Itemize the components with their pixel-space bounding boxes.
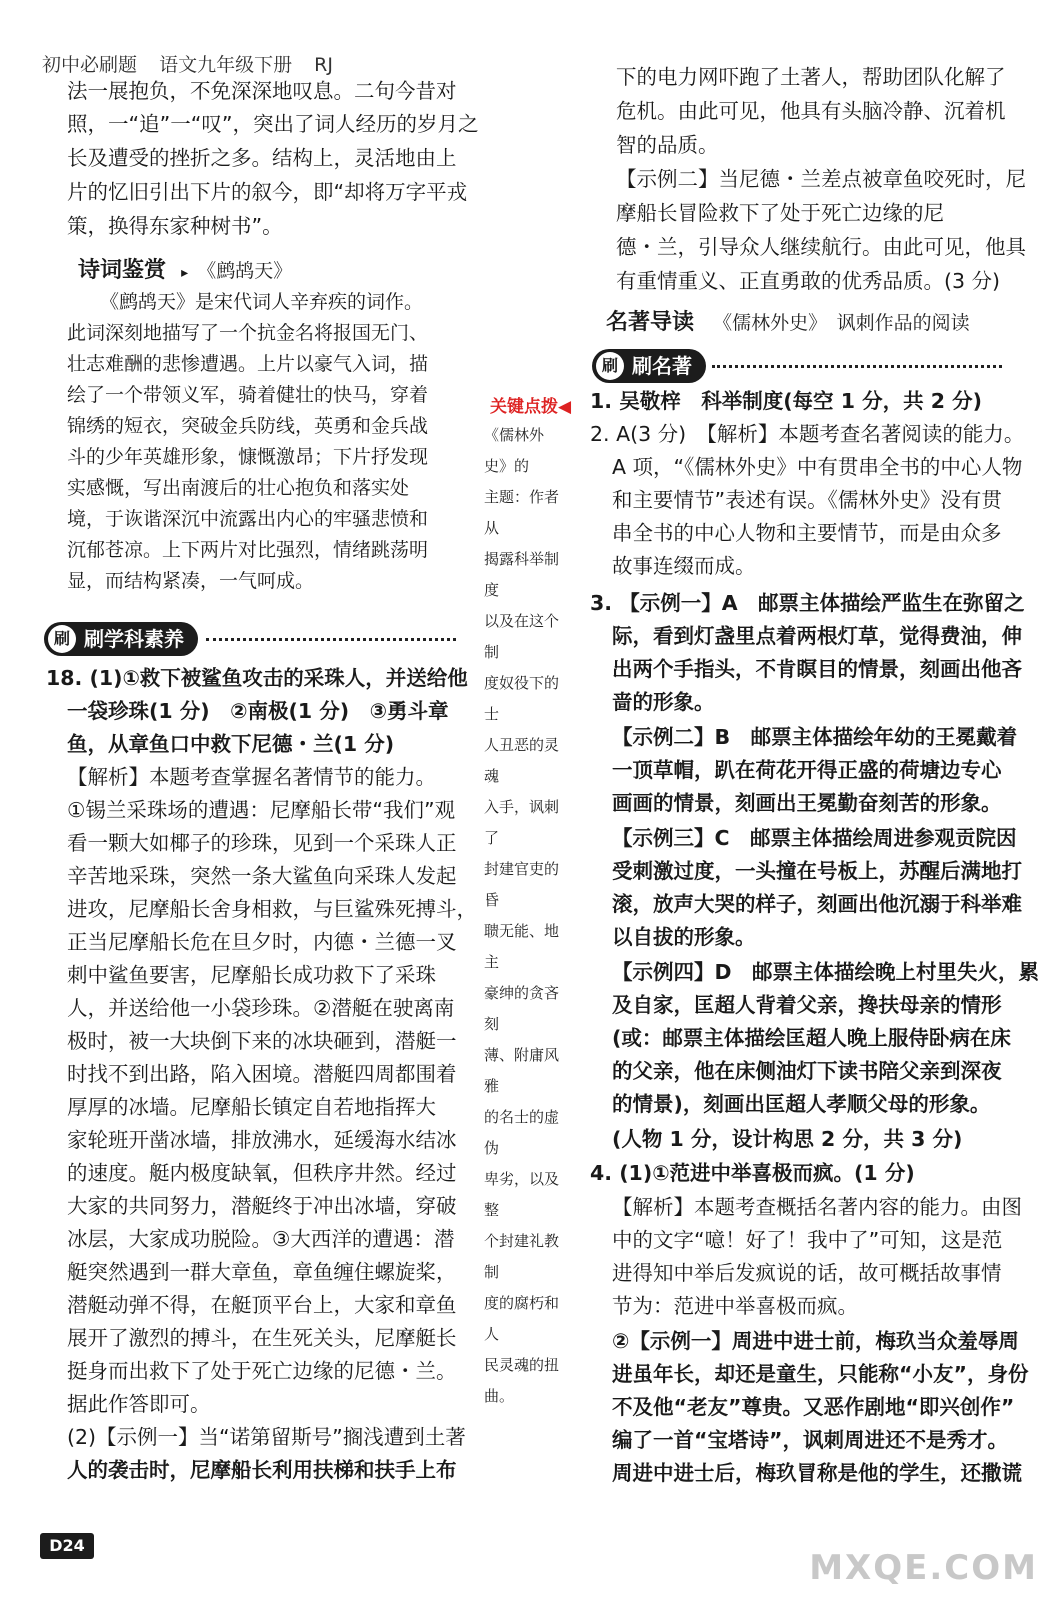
side-note-line: 豪绅的贪吝刻 (484, 984, 560, 1033)
header-edition: RJ (314, 54, 333, 76)
answer-line: 有重情重义、正直勇敢的优秀品质。(3 分) (616, 269, 1001, 293)
side-note-line: 民灵魂的扭 (484, 1356, 560, 1374)
poem-line: 壮志难酬的悲惨遭遇。上片以豪气入词，描 (67, 353, 429, 375)
badge-label: 刷学科素养 (84, 627, 184, 651)
side-note-line: 卑劣，以及整 (484, 1170, 560, 1219)
side-note-line: 揭露科举制度 (484, 550, 560, 599)
answer-line: (人物 1 分，设计构思 2 分，共 3 分) (612, 1127, 963, 1151)
answer-line: 及自家，匡超人背着父亲，搀扶母亲的情形 (612, 993, 1002, 1017)
mingzhu-section-title: 名著导读 (606, 310, 695, 335)
answer-line: A 项，“《儒林外史》中有贯串全书的中心人物 (612, 455, 1023, 479)
answer-line: 据此作答即可。 (67, 1392, 211, 1416)
side-note-line: 人丑恶的灵魂 (484, 736, 560, 785)
poem-section-subtitle: 《鹧鸪天》 (197, 260, 293, 282)
running-header (42, 50, 349, 77)
answer-line: 画画的情景，刻画出王冕勤奋刻苦的形象。 (612, 791, 1002, 815)
side-note-body (484, 420, 566, 1412)
answer-line: 编了一首“宝塔诗”，讽刺周进还不是秀才。 (612, 1428, 1008, 1452)
answer-line: 以自拔的形象。 (612, 925, 756, 949)
left-line: 照，一“追”一“叹”，突出了词人经历的岁月之 (67, 112, 479, 136)
poem-line: 斗的少年英雄形象，慷慨激昂；下片抒发现 (67, 446, 429, 468)
answer-line: 时找不到出路，陷入困境。潜艇四周都围着 (67, 1062, 457, 1086)
answer-line: 的情景)，刻画出匡超人孝顺父母的形象。 (612, 1092, 991, 1116)
answer-line: 艇突然遇到一群大章鱼，章鱼缠住螺旋桨， (67, 1260, 457, 1284)
mingzhu-section-subtitle: 《儒林外史》 讽刺作品的阅读 (713, 312, 970, 334)
answer-line: 4. (1)①范进中举喜极而疯。(1 分) (590, 1161, 915, 1185)
poem-line: 沉郁苍凉。上下两片对比强烈，情绪跳荡明 (67, 539, 429, 561)
header-subject: 语文九年级下册 (159, 54, 293, 76)
side-note-heading: 关键点拨◀ (490, 397, 572, 417)
left-line: 片的忆旧引出下片的叙今，即“却将万字平戎 (67, 180, 468, 204)
answer-line: 啬的形象。 (612, 690, 715, 714)
answer-line: 故事连缀而成。 (612, 554, 756, 578)
answer-line: 【示例二】B 邮票主体描绘年幼的王冕戴着 (612, 725, 1018, 749)
answer-line: 德・兰，引导众人继续航行。由此可见，他具 (616, 235, 1026, 259)
answer-line: 受刺激过度，一头撞在号板上，苏醒后满地打 (612, 859, 1022, 883)
answer-line: (2)【示例一】当“诺第留斯号”搁浅遭到土著 (67, 1425, 466, 1449)
answer-line: 大家的共同努力，潜艇终于冲出冰墙，穿破 (67, 1194, 457, 1218)
side-note-line: 《儒林外史》的 (484, 426, 545, 475)
answer-line: 摩船长冒险救下了处于死亡边缘的尼 (616, 201, 944, 225)
answer-line: 【示例三】C 邮票主体描绘周进参观贡院因 (612, 826, 1017, 850)
answer-line: 危机。由此可见，他具有头脑冷静、沉着机 (616, 99, 1006, 123)
answer-line: 一顶草帽，趴在荷花开得正盛的荷塘边专心 (612, 758, 1002, 782)
side-note-line: 入手，讽刺了 (484, 798, 560, 847)
side-note-line: 聩无能、地主 (484, 922, 560, 971)
poem-section-heading (78, 253, 292, 284)
left-line: 策，换得东家种树书”。 (67, 214, 283, 238)
answer-line: 【解析】本题考查掌握名著情节的能力。 (67, 765, 436, 789)
side-note-line: 个封建礼教制 (484, 1232, 560, 1281)
left-line: 法一展抱负，不免深深地叹息。二句今昔对 (67, 79, 457, 103)
answer-line: 进得知中举后发疯说的话，故可概括故事情 (612, 1261, 1002, 1285)
answer-line: 出两个手指头，不肯瞑目的情景，刻画出他吝 (612, 657, 1022, 681)
answer-line: ②【示例一】周进中进士前，梅玖当众羞辱周 (612, 1329, 1019, 1353)
answer-line: (或：邮票主体描绘匡超人晚上服侍卧病在床 (612, 1026, 1011, 1050)
answer-line: 【解析】本题考查概括名著内容的能力。由图 (612, 1195, 1022, 1219)
answer-line: 正当尼摩船长危在旦夕时，内德・兰德一叉 (67, 930, 457, 954)
side-note-line: 主题：作者从 (484, 488, 560, 537)
answer-line: 冰层，大家成功脱险。③大西洋的遭遇：潜 (67, 1227, 455, 1251)
arrow-icon: ▸ (181, 265, 189, 281)
answer-line: ①锡兰采珠场的遭遇：尼摩船长带“我们”观 (67, 798, 456, 822)
answer-line: 挺身而出救下了处于死亡边缘的尼德・兰。 (67, 1359, 457, 1383)
answer-line: 串全书的中心人物和主要情节，而是由众多 (612, 521, 1002, 545)
poem-line: 锦绣的短衣，突破金兵防线，英勇和金兵战 (67, 415, 429, 437)
mingzhu-section-heading (606, 305, 970, 336)
answer-line: 辛苦地采珠，突然一条大鲨鱼向采珠人发起 (67, 864, 457, 888)
section-badge-mingzhu (592, 349, 706, 383)
answer-line: 【示例二】当尼德・兰差点被章鱼咬死时，尼 (616, 167, 1026, 191)
answer-line: 际，看到灯盏里点着两根灯草，觉得费油，伸 (612, 624, 1022, 648)
answer-line: 节为：范进中举喜极而疯。 (612, 1294, 858, 1318)
poem-line: 境，于诙谐深沉中流露出内心的牢骚悲愤和 (67, 508, 429, 530)
answer-line: 进攻，尼摩船长舍身相救，与巨鲨殊死搏斗， (67, 897, 477, 921)
answer-line: 鱼，从章鱼口中救下尼德・兰(1 分) (67, 732, 395, 756)
poem-line: 《鹧鸪天》是宋代词人辛弃疾的词作。 (100, 291, 424, 313)
answer-line: 进虽年长，却还是童生，只能称“小友”，身份 (612, 1362, 1029, 1386)
badge-label: 刷名著 (632, 354, 692, 378)
answer-line: 不及他“老友”尊贵。又恶作剧地“即兴创作” (612, 1395, 1015, 1419)
answer-line: 展开了激烈的搏斗，在生死关头，尼摩艇长 (67, 1326, 457, 1350)
answer-line: 刺中鲨鱼要害，尼摩船长成功救下了采珠 (67, 963, 436, 987)
answer-line: 极时，被一大块倒下来的冰块砸到，潜艇一 (67, 1029, 457, 1053)
answer-line: 1. 吴敬梓 科举制度(每空 1 分，共 2 分) (590, 389, 983, 413)
answer-line: 智的品质。 (616, 133, 719, 157)
poem-line: 此词深刻地描写了一个抗金名将报国无门、 (67, 322, 429, 344)
section-badge-xueke (44, 622, 198, 656)
poem-section-title: 诗词鉴赏 (78, 258, 167, 283)
answer-line: 的速度。艇内极度缺氧，但秩序井然。经过 (67, 1161, 457, 1185)
answer-line: 看一颗大如椰子的珍珠，见到一个采珠人正 (67, 831, 457, 855)
left-line: 长及遭受的挫折之多。结构上，灵活地由上 (67, 146, 457, 170)
poem-line: 绘了一个带领义军，骑着健壮的快马，穿着 (67, 384, 429, 406)
answer-line: 滚，放声大哭的样子，刻画出他沉溺于科举难 (612, 892, 1022, 916)
answer-line: 家轮班开凿冰墙，排放沸水，延缓海水结冰 (67, 1128, 457, 1152)
answer-line: 18. (1)①救下被鲨鱼攻击的采珠人，并送给他 (46, 666, 468, 690)
answer-line: 潜艇动弹不得，在艇顶平台上，大家和章鱼 (67, 1293, 457, 1317)
side-note-line: 曲。 (484, 1387, 515, 1405)
answer-line: 和主要情节”表述有误。《儒林外史》没有贯 (612, 488, 1002, 512)
answer-line: 厚厚的冰墙。尼摩船长镇定自若地指挥大 (67, 1095, 436, 1119)
poem-line: 实感慨，写出南渡后的壮心抱负和落实处 (67, 477, 410, 499)
side-note-line: 度奴役下的士 (484, 674, 560, 723)
answer-line: 2. A(3 分) 【解析】本题考查名著阅读的能力。 (590, 422, 1025, 446)
side-note-line: 度的腐朽和人 (484, 1294, 560, 1343)
side-note-line: 薄、附庸风雅 (484, 1046, 560, 1095)
answer-line: 3. 【示例一】A 邮票主体描绘严监生在弥留之 (590, 591, 1025, 615)
answer-line: 一袋珍珠(1 分) ②南极(1 分) ③勇斗章 (67, 699, 449, 723)
answer-line: 【示例四】D 邮票主体描绘晚上村里失火，累 (612, 960, 1040, 984)
dotted-divider (712, 365, 1002, 368)
answer-line: 的父亲，他在床侧油灯下读书陪父亲到深夜 (612, 1059, 1002, 1083)
answer-line: 周进中进士后，梅玖冒称是他的学生，还撒谎 (612, 1461, 1022, 1485)
answer-line: 人的袭击时，尼摩船长利用扶梯和扶手上布 (67, 1458, 457, 1482)
page-number: D24 (40, 1533, 94, 1559)
brush-icon: 刷 (48, 625, 76, 653)
brush-icon: 刷 (596, 352, 624, 380)
header-book: 初中必刷题 (42, 54, 138, 76)
watermark-logo: MXQE.COM (809, 1548, 1038, 1588)
dotted-divider (206, 638, 456, 641)
answer-line: 中的文字“噫！好了！我中了”可知，这是范 (612, 1228, 1003, 1252)
side-note-line: 的名士的虚伪 (484, 1108, 560, 1157)
side-note-line: 封建官吏的昏 (484, 860, 560, 909)
answer-line: 下的电力网吓跑了土著人，帮助团队化解了 (616, 65, 1006, 89)
poem-line: 显，而结构紧凑，一气呵成。 (67, 570, 315, 592)
answer-line: 人，并送给他一小袋珍珠。②潜艇在驶离南 (67, 996, 455, 1020)
side-note-line: 以及在这个制 (484, 612, 560, 661)
